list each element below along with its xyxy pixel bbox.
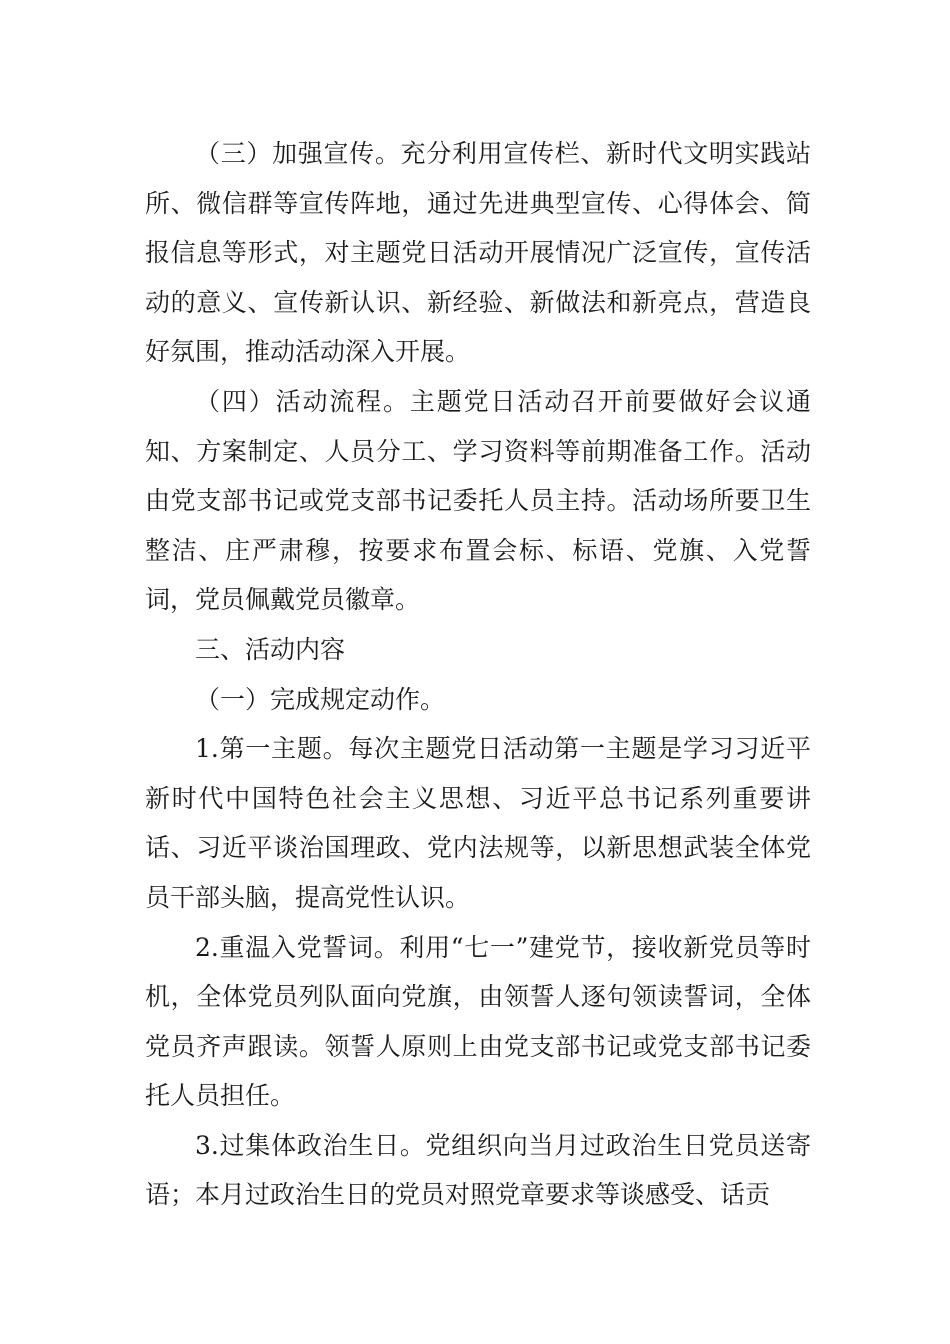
section-heading-activity-content: 三、活动内容 [195, 634, 346, 664]
paragraph-activity-process: （四）活动流程。主题党日活动召开前要做好会议通知、方案制定、人员分工、学习资料等前期准备工作。活动由党支部书记或党支部书记委托人员主持。活动场所要卫生整洁、庄严肃穆，按要求布置会标、标语、党旗、入党誓词，党员佩戴党员徽章。 [145, 386, 811, 615]
subsection-heading-required-actions: （一）完成规定动作。 [195, 684, 446, 714]
paragraph-first-theme: 1.第一主题。每次主题党日活动第一主题是学习习近平新时代中国特色社会主义思想、习近平总书记系列重要讲话、习近平谈治国理政、党内法规等，以新思想武装全体党员干部头脑，提高党性认识。 [145, 734, 811, 912]
paragraph-political-birthday: 3.过集体政治生日。党组织向当月过政治生日党员送寄语；本月过政治生日的党员对照党章要求等谈感受、话贡 [145, 1130, 811, 1210]
paragraph-publicity: （三）加强宣传。充分利用宣传栏、新时代文明实践站所、微信群等宣传阵地，通过先进典型宣传、心得体会、简报信息等形式，对主题党日活动开展情况广泛宣传，宣传活动的意义、宣传新认识、新经验、新做法和新亮点，营造良好氛围，推动活动深入开展。 [145, 139, 811, 367]
paragraph-oath-review: 2.重温入党誓词。利用“七一”建党节，接收新党员等时机，全体党员列队面向党旗，由领誓人逐句领读誓词，全体党员齐声跟读。领誓人原则上由党支部书记或党支部书记委托人员担任。 [145, 932, 811, 1111]
document-body [145, 129, 811, 1220]
